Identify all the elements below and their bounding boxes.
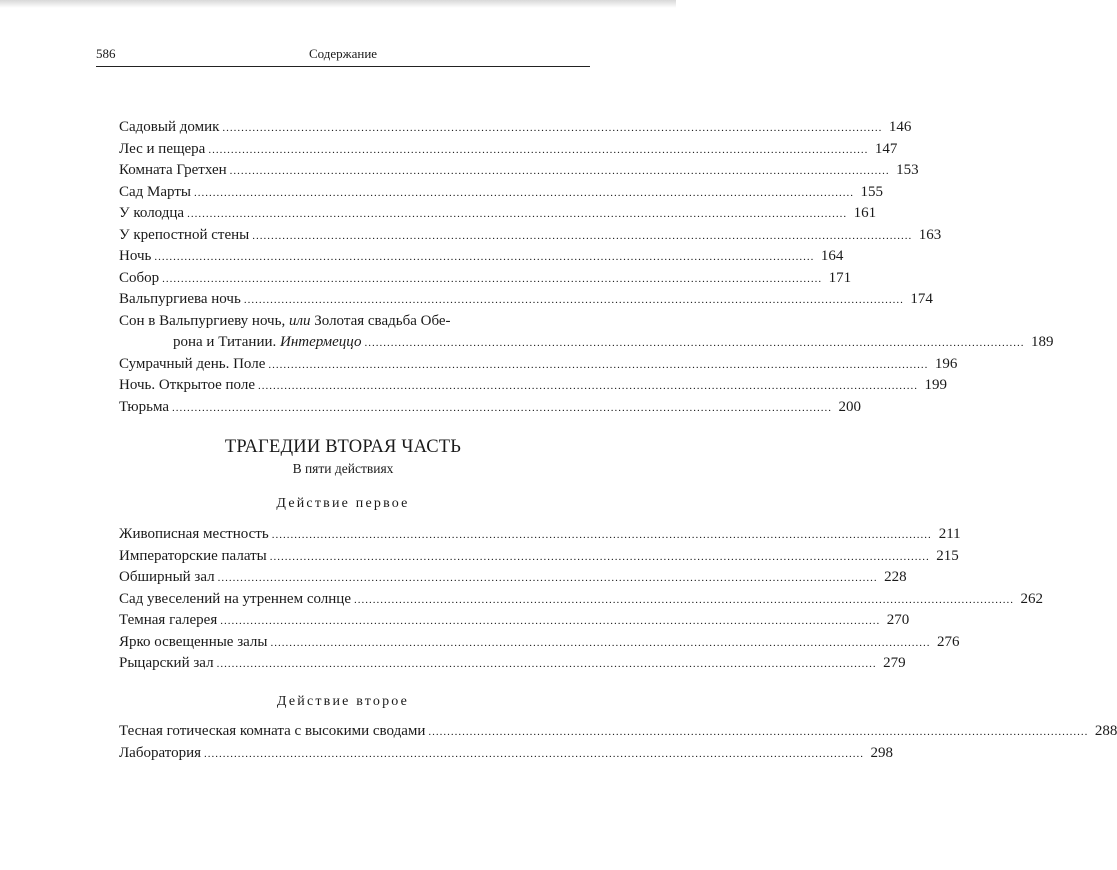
act-heading: Действие второе bbox=[276, 694, 410, 709]
leader-dots bbox=[154, 247, 814, 269]
page-top-edge bbox=[0, 0, 676, 8]
toc-entry-title: Сад Марты bbox=[119, 183, 191, 200]
toc-entry-page: 189 bbox=[1030, 334, 1054, 350]
toc-entry[interactable] bbox=[119, 354, 958, 376]
toc-entry-page: 279 bbox=[883, 655, 906, 671]
toc-entry[interactable] bbox=[119, 203, 877, 225]
toc-entry-title: Тюрьма bbox=[119, 398, 170, 415]
toc-entry-title: Императорские палаты bbox=[119, 547, 267, 564]
toc-entry-page: 161 bbox=[853, 205, 877, 221]
leader-dots bbox=[252, 226, 912, 248]
toc-entry-page: 146 bbox=[888, 119, 912, 135]
toc-entry-title: Ярко освещенные залы bbox=[119, 633, 268, 650]
toc-entry-title: Собор bbox=[119, 269, 160, 286]
leader-dots bbox=[270, 547, 930, 569]
toc-entry-title: Ночь. Открытое поле bbox=[119, 377, 256, 393]
toc-entry-title: Садовый домик bbox=[119, 119, 220, 135]
toc-entry-page: 298 bbox=[870, 744, 894, 761]
toc-text bbox=[173, 332, 361, 354]
leader-dots bbox=[222, 118, 882, 140]
toc-entry[interactable] bbox=[119, 139, 898, 161]
page-number: 586 bbox=[96, 46, 116, 61]
toc-text-plain: рона и Титании. bbox=[173, 334, 281, 350]
leader-dots bbox=[230, 161, 890, 183]
part-title: ТРАГЕДИИ ВТОРАЯ ЧАСТЬ bbox=[224, 437, 462, 457]
leader-dots bbox=[220, 611, 880, 633]
toc-entry-title: Сумрачный день. Поле bbox=[119, 355, 266, 372]
toc-entry[interactable] bbox=[119, 268, 852, 290]
toc-entry-page: 164 bbox=[820, 248, 844, 264]
toc-entry[interactable] bbox=[119, 546, 959, 568]
toc-entry[interactable] bbox=[119, 375, 948, 397]
toc-entry-multiline[interactable] bbox=[119, 311, 1054, 354]
toc-list-act2 bbox=[119, 721, 1117, 764]
toc-entry-page: 163 bbox=[918, 226, 942, 243]
leader-dots bbox=[244, 290, 904, 312]
leader-dots bbox=[354, 590, 1014, 612]
toc-entry-title: Обширный зал bbox=[119, 569, 215, 585]
toc-entry[interactable] bbox=[119, 225, 942, 247]
toc-entry-page: 153 bbox=[896, 162, 919, 178]
toc-entry[interactable] bbox=[119, 653, 906, 675]
toc-entry-title: Темная галерея bbox=[119, 612, 218, 628]
leader-dots bbox=[187, 204, 847, 226]
toc-entry-page: 147 bbox=[874, 140, 898, 157]
toc-entry-title: У колодца bbox=[119, 205, 185, 221]
toc-entry[interactable] bbox=[119, 397, 862, 419]
toc-entry[interactable] bbox=[119, 589, 1043, 611]
leader-dots bbox=[162, 269, 822, 291]
toc-entry[interactable] bbox=[119, 567, 907, 589]
toc-entry-title: Тесная готическая комната с высокими сводами bbox=[119, 723, 426, 739]
toc-text: Золотая свадьба Обе- bbox=[310, 312, 451, 329]
toc-entry[interactable] bbox=[119, 160, 919, 182]
toc-entry-page: 270 bbox=[886, 612, 910, 628]
toc-entry[interactable] bbox=[119, 632, 960, 654]
toc-entry[interactable] bbox=[119, 743, 894, 765]
toc-entry-title: У крепостной стены bbox=[119, 226, 250, 243]
toc-entry-page: 200 bbox=[838, 398, 862, 415]
toc-entry-title: Рыцарский зал bbox=[119, 655, 214, 671]
toc-entry-title: Лаборатория bbox=[119, 744, 202, 761]
toc-entry-title: Сад увеселений на утреннем солнце bbox=[119, 590, 351, 607]
toc-entry[interactable] bbox=[119, 246, 844, 268]
page-header bbox=[96, 44, 590, 67]
toc-entry-title: Живописная местность bbox=[119, 526, 269, 542]
leader-dots bbox=[217, 654, 877, 676]
toc-entry[interactable] bbox=[119, 289, 933, 311]
leader-dots bbox=[272, 525, 932, 547]
toc-entry-page: 196 bbox=[934, 355, 958, 372]
toc-entry[interactable] bbox=[119, 524, 961, 546]
leader-dots bbox=[208, 140, 868, 162]
leader-dots bbox=[271, 633, 931, 655]
part-subtitle: В пяти действиях bbox=[292, 461, 394, 476]
toc-entry-line-1 bbox=[119, 311, 1053, 333]
toc-list-act1 bbox=[119, 524, 1043, 675]
leader-dots bbox=[258, 376, 918, 398]
toc-text: Сон в Вальпургиеву ночь, bbox=[119, 312, 289, 329]
leader-dots bbox=[364, 333, 1024, 355]
toc-entry-title: Вальпургиева ночь bbox=[119, 291, 241, 307]
toc-entry[interactable] bbox=[119, 721, 1117, 743]
leader-dots bbox=[218, 568, 878, 590]
toc-entry-line-2 bbox=[119, 332, 1053, 354]
toc-entry-page: 174 bbox=[910, 291, 933, 307]
toc-entry-page: 228 bbox=[884, 569, 907, 585]
toc-entry-page: 288 bbox=[1094, 723, 1117, 739]
toc-entry-page: 155 bbox=[860, 183, 883, 200]
toc-entry-page: 262 bbox=[1020, 590, 1043, 607]
toc-entry-page: 276 bbox=[937, 633, 960, 650]
toc-entry-page: 199 bbox=[924, 377, 948, 393]
leader-dots bbox=[172, 398, 832, 420]
leader-dots bbox=[268, 355, 928, 377]
toc-entry[interactable] bbox=[119, 610, 910, 632]
act-heading: Действие первое bbox=[276, 496, 410, 511]
toc-entry-page: 211 bbox=[938, 526, 961, 542]
toc-entry-title: Комната Гретхен bbox=[119, 162, 227, 178]
toc-entry[interactable] bbox=[119, 117, 912, 139]
toc-entry-page: 171 bbox=[828, 269, 852, 286]
toc-text-italic: Интермеццо bbox=[280, 334, 362, 350]
toc-entry-page: 215 bbox=[936, 547, 959, 564]
toc-text-italic: или bbox=[288, 312, 311, 329]
toc-list-part1 bbox=[119, 117, 1054, 418]
toc-entry-title: Лес и пещера bbox=[119, 140, 206, 157]
running-title: Содержание bbox=[308, 46, 378, 61]
toc-entry[interactable] bbox=[119, 182, 883, 204]
toc-entry-title: Ночь bbox=[119, 248, 152, 264]
leader-dots bbox=[194, 183, 854, 205]
leader-dots bbox=[204, 744, 864, 766]
leader-dots bbox=[428, 722, 1088, 744]
